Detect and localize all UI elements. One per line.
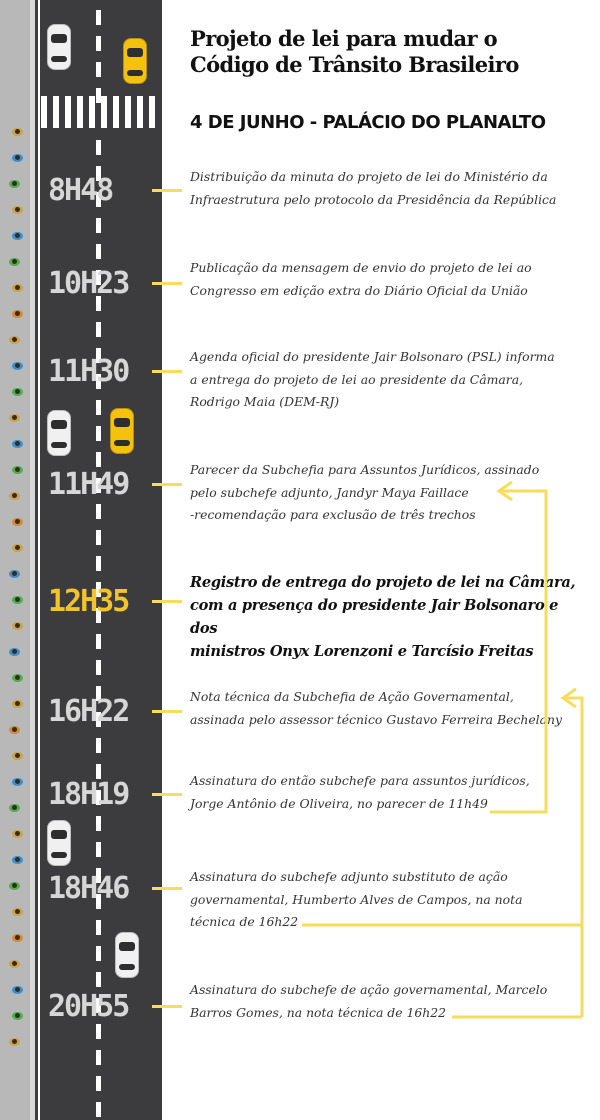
- road-dash: [96, 816, 101, 831]
- time-tick: [152, 1005, 182, 1008]
- sidewalk: [0, 0, 30, 1120]
- pedestrian-icon: [12, 908, 23, 916]
- car-icon: [47, 820, 71, 866]
- event-description: Assinatura do então subchefe para assuntos jurídicos, Jorge Antônio de Oliveira, no parecer de 11h49: [190, 773, 530, 811]
- pedestrian-icon: [9, 258, 20, 266]
- time-label: 18H19: [48, 777, 129, 812]
- time-tick: [152, 710, 182, 713]
- time-label: 20H55: [48, 989, 129, 1024]
- time-label: 16H22: [48, 694, 129, 729]
- page-subtitle: 4 DE JUNHO - PALÁCIO DO PLANALTO: [190, 112, 546, 133]
- road-dash: [96, 218, 101, 233]
- pedestrian-icon: [12, 388, 23, 396]
- car-icon: [123, 38, 147, 84]
- road-dash: [96, 972, 101, 987]
- event-description-highlight: Registro de entrega do projeto de lei na Câmara, com a presença do presidente Jair Bolsonaro e dos ministros Onyx Lorenzoni e Tarcísio Freitas: [190, 574, 576, 660]
- time-tick: [152, 189, 182, 192]
- pedestrian-icon: [12, 674, 23, 682]
- road-dash: [96, 244, 101, 259]
- pedestrian-icon: [9, 882, 20, 890]
- road-dash: [96, 1024, 101, 1039]
- pedestrian-icon: [9, 726, 20, 734]
- event-description: Parecer da Subchefia para Assuntos Jurídicos, assinado pelo subchefe adjunto, Jandyr Maya Faillace -recomendação para exclusão de três trechos: [190, 462, 540, 523]
- time-tick: [152, 483, 182, 486]
- pedestrian-icon: [12, 700, 23, 708]
- pedestrian-icon: [12, 362, 23, 370]
- pedestrian-icon: [12, 284, 23, 292]
- time-tick: [152, 887, 182, 890]
- time-tick: [152, 370, 182, 373]
- pedestrian-icon: [12, 310, 23, 318]
- time-label: 18H46: [48, 871, 129, 906]
- event-description: Agenda oficial do presidente Jair Bolsonaro (PSL) informa a entrega do projeto de lei ao presidente da Câmara, Rodrigo Maia (DEM-RJ): [190, 349, 555, 410]
- road-dash: [96, 920, 101, 935]
- pedestrian-icon: [9, 180, 20, 188]
- road-dash: [96, 504, 101, 519]
- pedestrian-icon: [9, 570, 20, 578]
- road-edge-line: [38, 0, 40, 1120]
- pedestrian-icon: [12, 752, 23, 760]
- title-line-1: Projeto de lei para mudar o: [190, 26, 498, 51]
- title-line-2: Código de Trânsito Brasileiro: [190, 52, 519, 77]
- time-tick: [152, 600, 182, 603]
- pedestrian-icon: [9, 492, 20, 500]
- road-dash: [96, 1102, 101, 1117]
- pedestrian-icon: [12, 206, 23, 214]
- time-label-highlight: 12H35: [48, 584, 129, 619]
- road-dash: [96, 634, 101, 649]
- car-icon: [115, 932, 139, 978]
- road-dash: [96, 1076, 101, 1091]
- road-dash: [96, 322, 101, 337]
- pedestrian-icon: [12, 440, 23, 448]
- road-dash: [96, 738, 101, 753]
- road-dash: [96, 1050, 101, 1065]
- pedestrian-icon: [9, 804, 20, 812]
- pedestrian-icon: [12, 154, 23, 162]
- pedestrian-icon: [12, 1012, 23, 1020]
- pedestrian-icon: [9, 336, 20, 344]
- road-dash: [96, 530, 101, 545]
- car-icon: [47, 410, 71, 456]
- pedestrian-icon: [12, 856, 23, 864]
- road-dash: [96, 62, 101, 77]
- pedestrian-icon: [12, 544, 23, 552]
- crosswalk: [41, 96, 157, 128]
- event-description: Assinatura do subchefe adjunto substituto de ação governamental, Humberto Alves de Campos, na nota técnica de 16h22: [190, 869, 523, 930]
- road-dash: [96, 140, 101, 155]
- page-title: [190, 26, 590, 78]
- road-dash: [96, 10, 101, 25]
- pedestrian-icon: [12, 128, 23, 136]
- pedestrian-icon: [12, 830, 23, 838]
- road-dash: [96, 452, 101, 467]
- pedestrian-icon: [12, 986, 23, 994]
- road-dash: [96, 946, 101, 961]
- pedestrian-icon: [12, 232, 23, 240]
- pedestrian-icon: [12, 622, 23, 630]
- event-description: Publicação da mensagem de envio do projeto de lei ao Congresso em edição extra do Diário Oficial da União: [190, 260, 532, 298]
- pedestrian-icon: [9, 648, 20, 656]
- time-label: 8H48: [48, 173, 113, 208]
- pedestrian-icon: [12, 778, 23, 786]
- pedestrian-icon: [9, 960, 20, 968]
- event-description: Nota técnica da Subchefia de Ação Governamental, assinada pelo assessor técnico Gustavo Ferreira Bechelany: [190, 689, 562, 727]
- pedestrian-icon: [12, 518, 23, 526]
- pedestrian-icon: [12, 466, 23, 474]
- road-dash: [96, 556, 101, 571]
- road-dash: [96, 400, 101, 415]
- car-icon: [47, 24, 71, 70]
- road-dash: [96, 842, 101, 857]
- event-description: Assinatura do subchefe de ação governamental, Marcelo Barros Gomes, na nota técnica de 16h22: [190, 982, 548, 1020]
- time-label: 10H23: [48, 266, 129, 301]
- time-tick: [152, 793, 182, 796]
- pedestrian-icon: [9, 1038, 20, 1046]
- event-description: Distribuição da minuta do projeto de lei do Ministério da Infraestrutura pelo protocolo da Presidência da República: [190, 169, 557, 207]
- pedestrian-icon: [12, 596, 23, 604]
- time-label: 11H49: [48, 467, 129, 502]
- road-dash: [96, 660, 101, 675]
- road-dash: [96, 36, 101, 51]
- pedestrian-icon: [12, 934, 23, 942]
- time-tick: [152, 282, 182, 285]
- road-dash: [96, 426, 101, 441]
- connector-nota: [566, 698, 582, 1017]
- pedestrian-icon: [9, 414, 20, 422]
- car-icon: [110, 408, 134, 454]
- time-label: 11H30: [48, 354, 129, 389]
